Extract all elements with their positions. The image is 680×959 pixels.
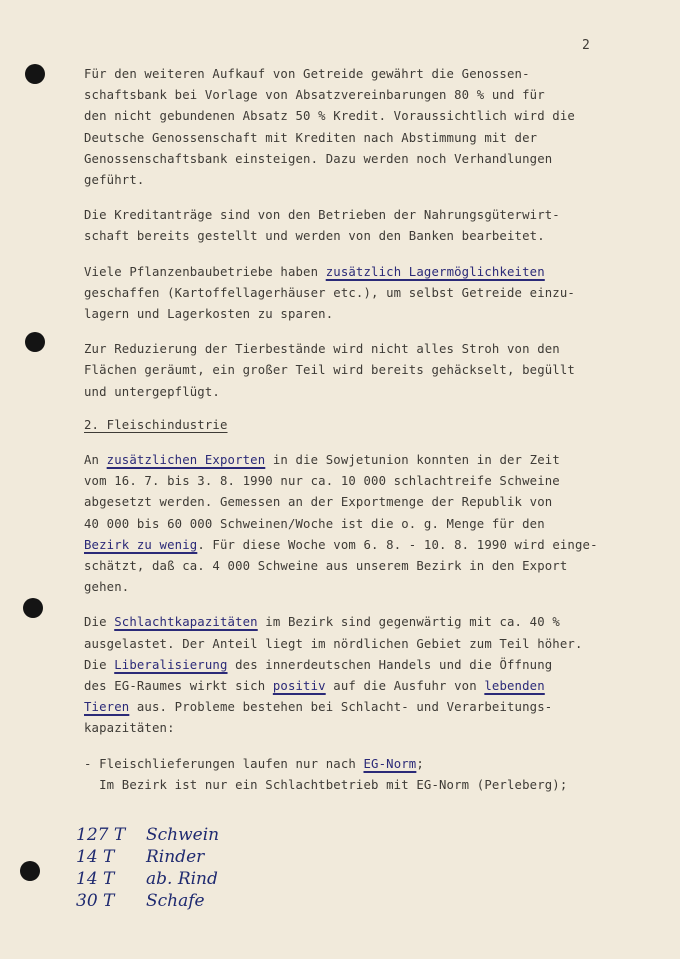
paragraph xyxy=(84,339,664,403)
text-span: Die xyxy=(84,615,115,630)
note-item: ab. Rind xyxy=(146,869,218,889)
handwritten-underline: zusätzlich Lagermöglichkeiten xyxy=(325,264,545,279)
handwritten-underline: Liberalisierung xyxy=(114,657,228,672)
text-line xyxy=(84,612,664,633)
text-span: . Für diese Woche vom 6. 8. - 10. 8. 1990 wird einge- xyxy=(197,537,598,552)
text-line: schaftsbank bei Vorlage von Absatzvereinbarungen 80 % und für xyxy=(84,88,545,103)
text-line: Die Kreditanträge sind von den Betrieben der Nahrungsgüterwirt- xyxy=(84,208,560,223)
text-span: des innerdeutschen Handels und die Öffnung xyxy=(227,657,553,672)
text-span: Viele Pflanzenbaubetriebe haben xyxy=(84,264,326,279)
text-span: des EG-Raumes wirkt sich xyxy=(84,679,273,694)
note-quantity: 14 T xyxy=(76,847,115,867)
text-span: Die xyxy=(84,657,115,672)
text-line: Im Bezirk ist nur ein Schlachtbetrieb mit EG-Norm (Perleberg); xyxy=(84,777,568,792)
handwritten-note xyxy=(76,824,296,846)
text-line: kapazitäten: xyxy=(84,721,175,736)
text-line: Zur Reduzierung der Tierbestände wird nicht alles Stroh von den xyxy=(84,342,560,357)
text-line: schaft bereits gestellt und werden von den Banken bearbeitet. xyxy=(84,229,545,244)
handwritten-notes xyxy=(76,824,296,912)
text-line xyxy=(84,655,664,676)
punch-hole xyxy=(25,64,45,84)
text-line: lagern und Lagerkosten zu sparen. xyxy=(84,307,334,322)
handwritten-underline: positiv xyxy=(272,679,326,694)
paragraph xyxy=(84,64,664,191)
handwritten-underline: lebenden xyxy=(484,679,545,694)
punch-hole xyxy=(20,861,40,881)
text-span: im Bezirk sind gegenwärtig mit ca. 40 % xyxy=(257,615,560,630)
text-span: in die Sowjetunion konnten in der Zeit xyxy=(265,453,560,468)
handwritten-underline: Tieren xyxy=(84,700,130,715)
note-item: Schafe xyxy=(146,891,205,911)
handwritten-underline: Bezirk zu wenig xyxy=(84,537,198,552)
note-item: Rinder xyxy=(146,847,205,867)
note-quantity: 14 T xyxy=(76,869,115,889)
paragraph xyxy=(84,612,664,739)
text-line: und untergepflügt. xyxy=(84,384,220,399)
text-line xyxy=(84,535,664,556)
text-line: vom 16. 7. bis 3. 8. 1990 nur ca. 10 000 schlachtreife Schweine xyxy=(84,474,560,489)
text-line xyxy=(84,676,664,697)
text-span: aus. Probleme bestehen bei Schlacht- und Verarbeitungs- xyxy=(129,700,553,715)
text-line: 40 000 bis 60 000 Schweinen/Woche ist die o. g. Menge für den xyxy=(84,516,545,531)
list-item xyxy=(84,754,664,796)
text-line xyxy=(84,450,664,471)
punch-hole xyxy=(25,332,45,352)
document-body xyxy=(84,64,664,796)
page-number: 2 xyxy=(582,38,590,53)
handwritten-underline: zusätzlichen Exporten xyxy=(106,453,266,468)
text-line xyxy=(84,697,664,718)
text-span: An xyxy=(84,453,107,468)
text-line: Deutsche Genossenschaft mit Krediten nach Abstimmung mit der xyxy=(84,130,538,145)
text-line: Für den weiteren Aufkauf von Getreide gewährt die Genossen- xyxy=(84,67,530,81)
handwritten-note xyxy=(76,890,296,912)
text-line: abgesetzt werden. Gemessen an der Exportmenge der Republik von xyxy=(84,495,553,510)
paragraph xyxy=(84,450,664,598)
text-line: Genossenschaftsbank einsteigen. Dazu werden noch Verhandlungen xyxy=(84,151,553,166)
text-span: - Fleischlieferungen laufen nur nach xyxy=(84,756,364,771)
text-line: gehen. xyxy=(84,580,130,595)
punch-hole xyxy=(23,598,43,618)
text-line xyxy=(84,754,664,775)
text-line: Flächen geräumt, ein großer Teil wird bereits gehäckselt, begüllt xyxy=(84,363,575,378)
text-span: auf die Ausfuhr von xyxy=(325,679,485,694)
paragraph xyxy=(84,262,664,326)
note-quantity: 30 T xyxy=(76,891,115,911)
note-item: Schwein xyxy=(146,825,220,845)
section-heading: 2. Fleischindustrie xyxy=(84,417,228,432)
handwritten-note xyxy=(76,868,296,890)
text-line: geschaffen (Kartoffellagerhäuser etc.), um selbst Getreide einzu- xyxy=(84,285,575,300)
handwritten-underline: EG-Norm xyxy=(363,756,417,771)
handwritten-underline: Schlachtkapazitäten xyxy=(114,615,258,630)
text-line: den nicht gebundenen Absatz 50 % Kredit. Voraussichtlich wird die xyxy=(84,109,575,124)
text-span: ; xyxy=(416,756,424,771)
text-line: ausgelastet. Der Anteil liegt im nördlichen Gebiet zum Teil höher. xyxy=(84,636,583,651)
text-line: schätzt, daß ca. 4 000 Schweine aus unserem Bezirk in den Export xyxy=(84,559,568,574)
paragraph xyxy=(84,205,664,247)
note-quantity: 127 T xyxy=(76,825,126,845)
text-line: geführt. xyxy=(84,173,145,188)
text-line xyxy=(84,262,664,283)
handwritten-note xyxy=(76,846,296,868)
